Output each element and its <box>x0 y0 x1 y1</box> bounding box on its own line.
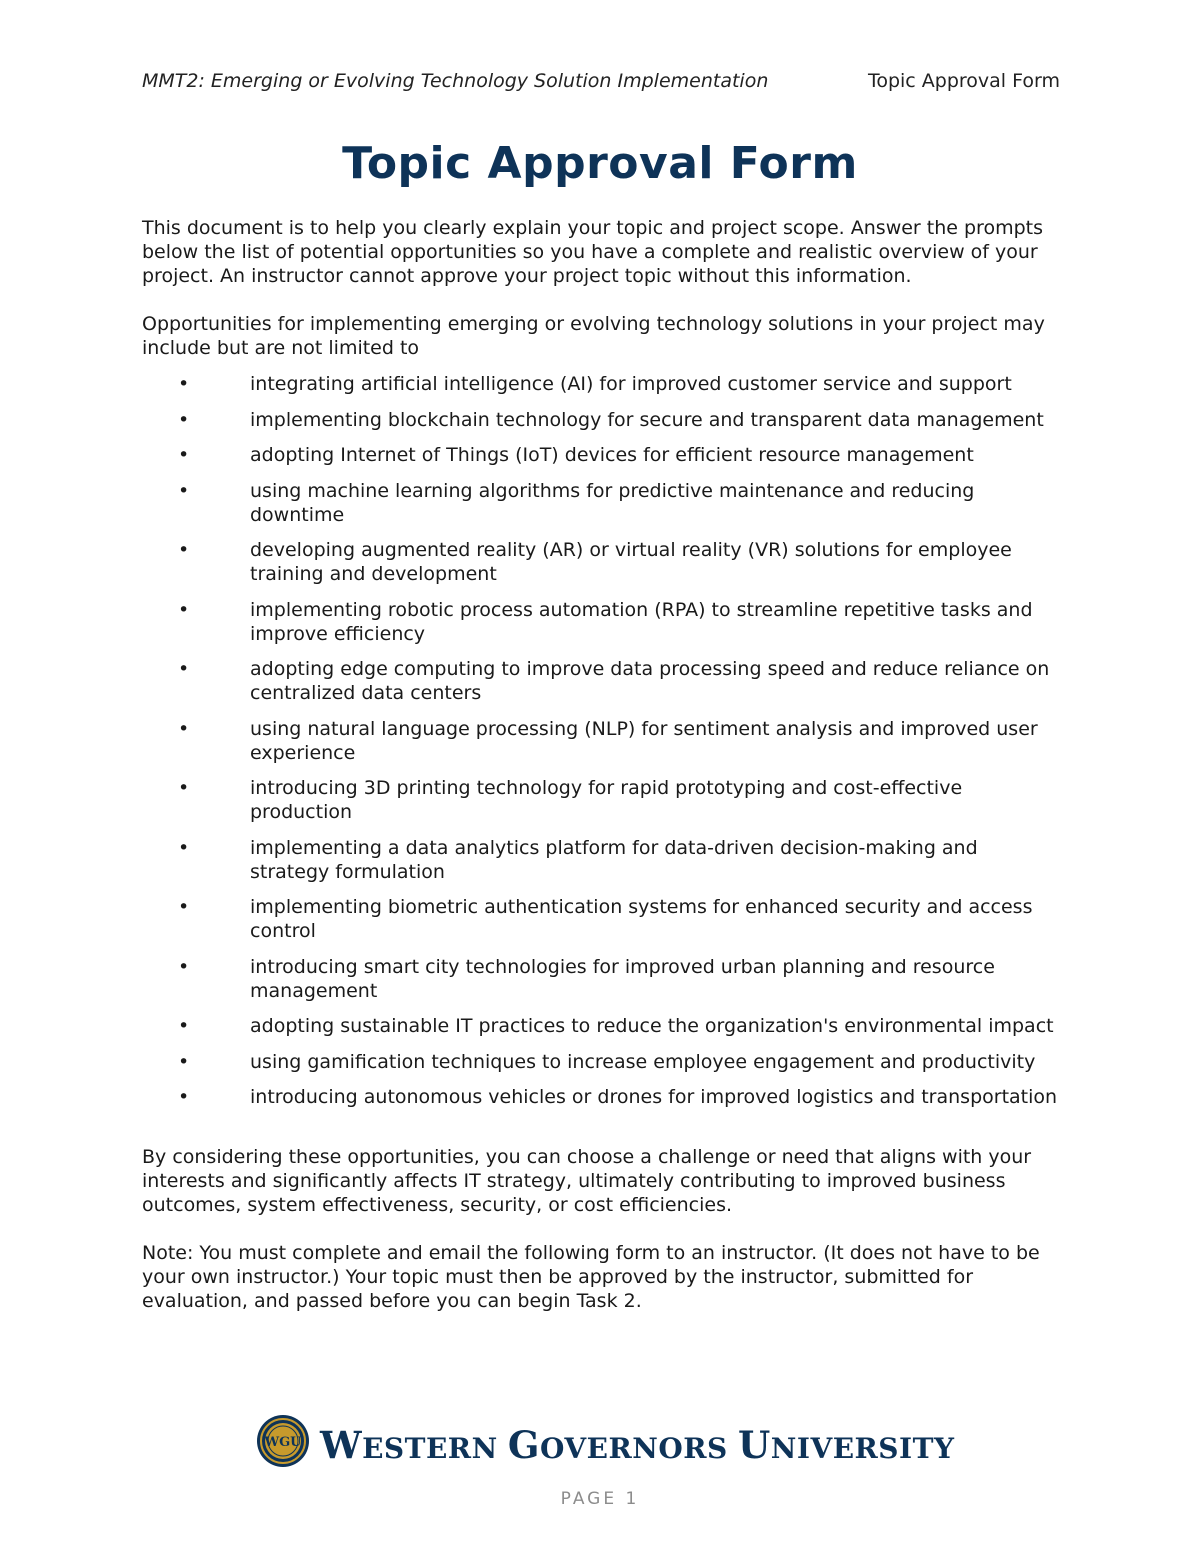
opportunity-item <box>142 657 1060 705</box>
opportunity-text: adopting sustainable IT practices to reduce the organization's environmental impact <box>250 1015 1054 1037</box>
opportunity-text: adopting edge computing to improve data processing speed and reduce reliance on centralized data centers <box>250 658 1050 704</box>
header-course-title: MMT2: Emerging or Evolving Technology Solution Implementation <box>142 70 769 92</box>
opportunity-text: using natural language processing (NLP) for sentiment analysis and improved user experience <box>250 717 1038 764</box>
bullet-icon: • <box>178 717 190 740</box>
wgu-wordmark: WESTERN GOVERNORS UNIVERSITY <box>320 1423 955 1467</box>
opportunity-item <box>142 372 1060 396</box>
opportunity-item <box>142 1014 1060 1038</box>
bullet-icon: • <box>178 539 190 561</box>
opportunity-item <box>142 598 1060 646</box>
opportunity-text: using machine learning algorithms for predictive maintenance and reducing downtime <box>250 479 975 526</box>
opportunity-item <box>142 538 1060 586</box>
opportunity-item <box>142 1050 1060 1074</box>
document-body <box>142 216 1060 1313</box>
opportunity-text: implementing robotic process automation (RPA) to streamline repetitive tasks and improve efficiency <box>250 598 1033 645</box>
bullet-icon: • <box>178 1086 190 1108</box>
opportunity-item <box>142 895 1060 943</box>
seal-text: WGU <box>264 1435 302 1450</box>
opportunity-item <box>142 408 1060 432</box>
bullet-icon: • <box>178 373 190 395</box>
bullet-icon: • <box>178 1015 190 1037</box>
page-title: Topic Approval Form <box>342 138 858 189</box>
opportunity-item <box>142 955 1060 1003</box>
wgu-logo <box>256 1414 955 1470</box>
opportunity-item <box>142 1085 1060 1109</box>
wgu-seal-icon <box>256 1414 310 1468</box>
opportunity-text: using gamification techniques to increase employee engagement and productivity <box>250 1050 1036 1073</box>
opportunity-item <box>142 479 1060 527</box>
opportunity-text: adopting Internet of Things (IoT) devices for efficient resource management <box>250 444 974 466</box>
opportunity-text: implementing biometric authentication systems for enhanced security and access control <box>250 896 1033 942</box>
opportunity-text: implementing a data analytics platform for data-driven decision-making and strategy formulation <box>250 836 978 883</box>
bullet-icon: • <box>178 836 190 859</box>
opportunity-item <box>142 717 1060 765</box>
bullet-icon: • <box>178 408 190 431</box>
bullet-icon: • <box>178 479 190 502</box>
opportunity-text: implementing blockchain technology for secure and transparent data management <box>250 408 1044 431</box>
page-header <box>142 70 1060 98</box>
header-form-name: Topic Approval Form <box>867 70 1060 92</box>
bullet-icon: • <box>178 955 190 978</box>
opportunity-item <box>142 776 1060 824</box>
page-number: PAGE 1 <box>560 1489 640 1509</box>
note-paragraph: Note: You must complete and email the following form to an instructor. (It does not have to be your own instructor.) Your topic must then be approved by the instructor, submitted for evaluation, and passed before you can begin Task 2. <box>142 1242 1040 1312</box>
opportunities-list <box>142 372 1060 1109</box>
bullet-icon: • <box>178 1050 190 1073</box>
bullet-icon: • <box>178 896 190 918</box>
opportunity-text: introducing 3D printing technology for rapid prototyping and cost-effective production <box>250 777 963 823</box>
bullet-icon: • <box>178 444 190 466</box>
intro-paragraph: This document is to help you clearly explain your topic and project scope. Answer the prompts below the list of potential opportunities so you have a complete and realistic overview of your project. An instructor cannot approve your project topic without this information. <box>142 217 1043 287</box>
opportunity-text: introducing smart city technologies for improved urban planning and resource management <box>250 955 995 1002</box>
opportunity-item <box>142 836 1060 884</box>
bullet-icon: • <box>178 658 190 680</box>
bullet-icon: • <box>178 777 190 799</box>
opportunity-text: introducing autonomous vehicles or drones for improved logistics and transportation <box>250 1086 1058 1108</box>
opportunity-text: integrating artificial intelligence (AI) for improved customer service and support <box>250 373 1012 395</box>
bullet-icon: • <box>178 598 190 621</box>
opportunities-lead: Opportunities for implementing emerging or evolving technology solutions in your project may include but are not limited to <box>142 313 1045 359</box>
opportunity-text: developing augmented reality (AR) or virtual reality (VR) solutions for employee training and development <box>250 539 1012 585</box>
opportunity-item <box>142 443 1060 467</box>
closing-paragraph: By considering these opportunities, you can choose a challenge or need that aligns with your interests and significantly affects IT strategy, ultimately contributing to improved business outcomes, system effectiveness, security, or cost efficiencies. <box>142 1146 1032 1216</box>
